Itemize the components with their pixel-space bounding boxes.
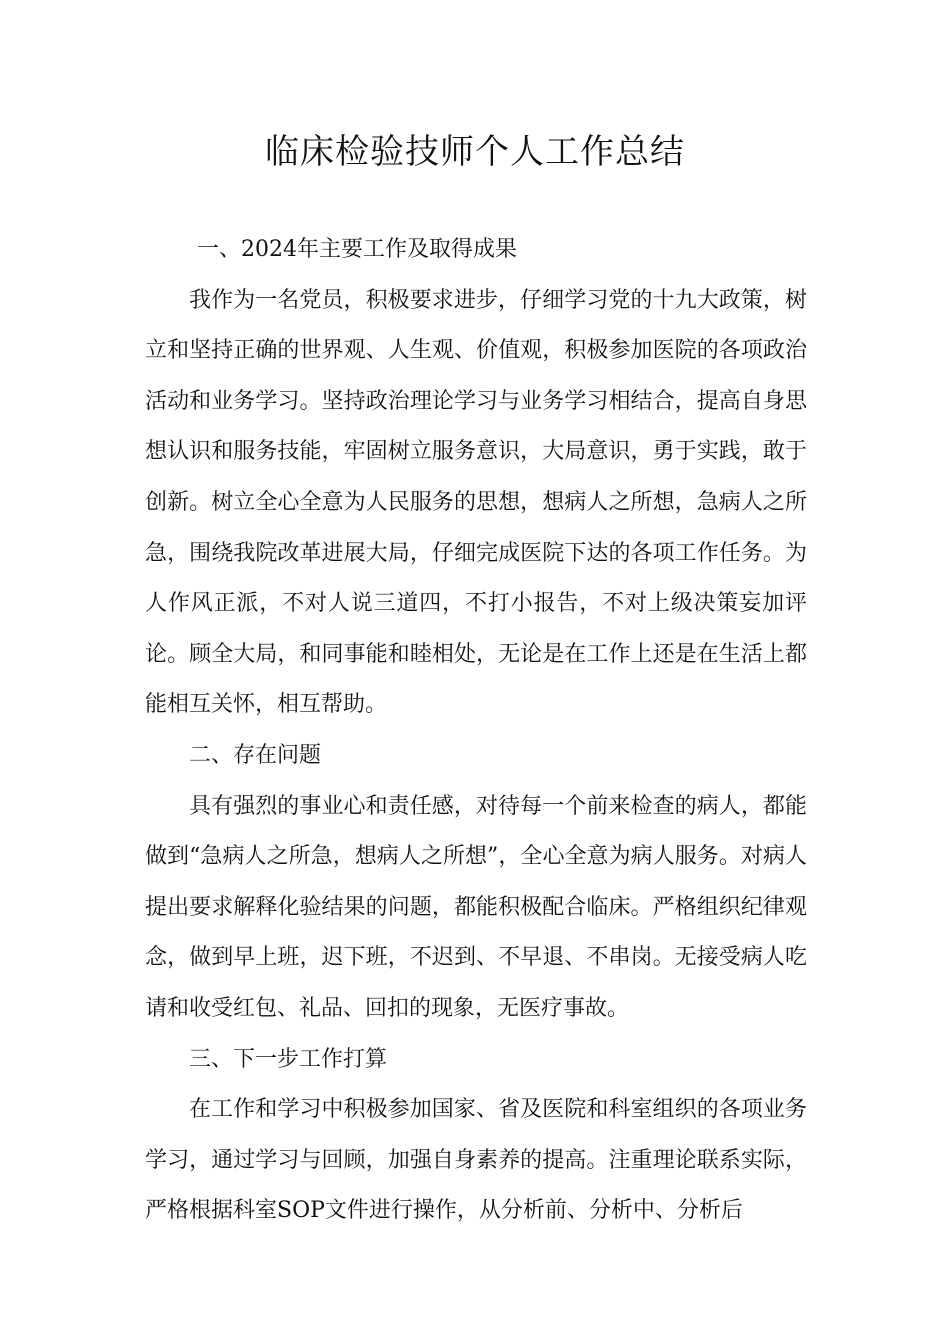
- document-body: [145, 225, 807, 1237]
- section-paragraph-achievements: 我作为一名党员，积极要求进步，仔细学习党的十九大政策，树立和坚持正确的世界观、人生观、价值观，积极参加医院的各项政治活动和业务学习。坚持政治理论学习与业务学习相结合，提高自身思想认识和服务技能，牢固树立服务意识，大局意识，勇于实践，敢于创新。树立全心全意为人民服务的思想，想病人之所想，急病人之所急，围绕我院改革进展大局，仔细完成医院下达的各项工作任务。为人作风正派，不对人说三道四，不打小报告，不对上级决策妄加评论。顾全大局，和同事能和睦相处，无论是在工作上还是在生活上都能相互关怀，相互帮助。: [145, 287, 807, 718]
- section-heading-next-plan: 三、下一步工作打算: [189, 1046, 388, 1072]
- document-title: 临床检验技师个人工作总结: [265, 132, 685, 172]
- section-heading-problems: 二、存在问题: [189, 742, 322, 768]
- section-heading-achievements: 一、2024年主要工作及取得成果: [197, 237, 517, 262]
- section-paragraph-problems: 具有强烈的事业心和责任感，对待每一个前来检查的病人，都能做到“急病人之所急，想病人之所想”，全心全意为病人服务。对病人提出要求解释化验结果的问题，都能积极配合临床。严格组织纪律观念，做到早上班，迟下班，不迟到、不早退、不串岗。无接受病人吃请和收受红包、礼品、回扣的现象，无医疗事故。: [145, 793, 807, 1021]
- section-paragraph-next-plan: 在工作和学习中积极参加国家、省及医院和科室组织的各项业务学习，通过学习与回顾，加强自身素养的提高。注重理论联系实际，严格根据科室SOP文件进行操作，从分析前、分析中、分析后: [145, 1097, 807, 1224]
